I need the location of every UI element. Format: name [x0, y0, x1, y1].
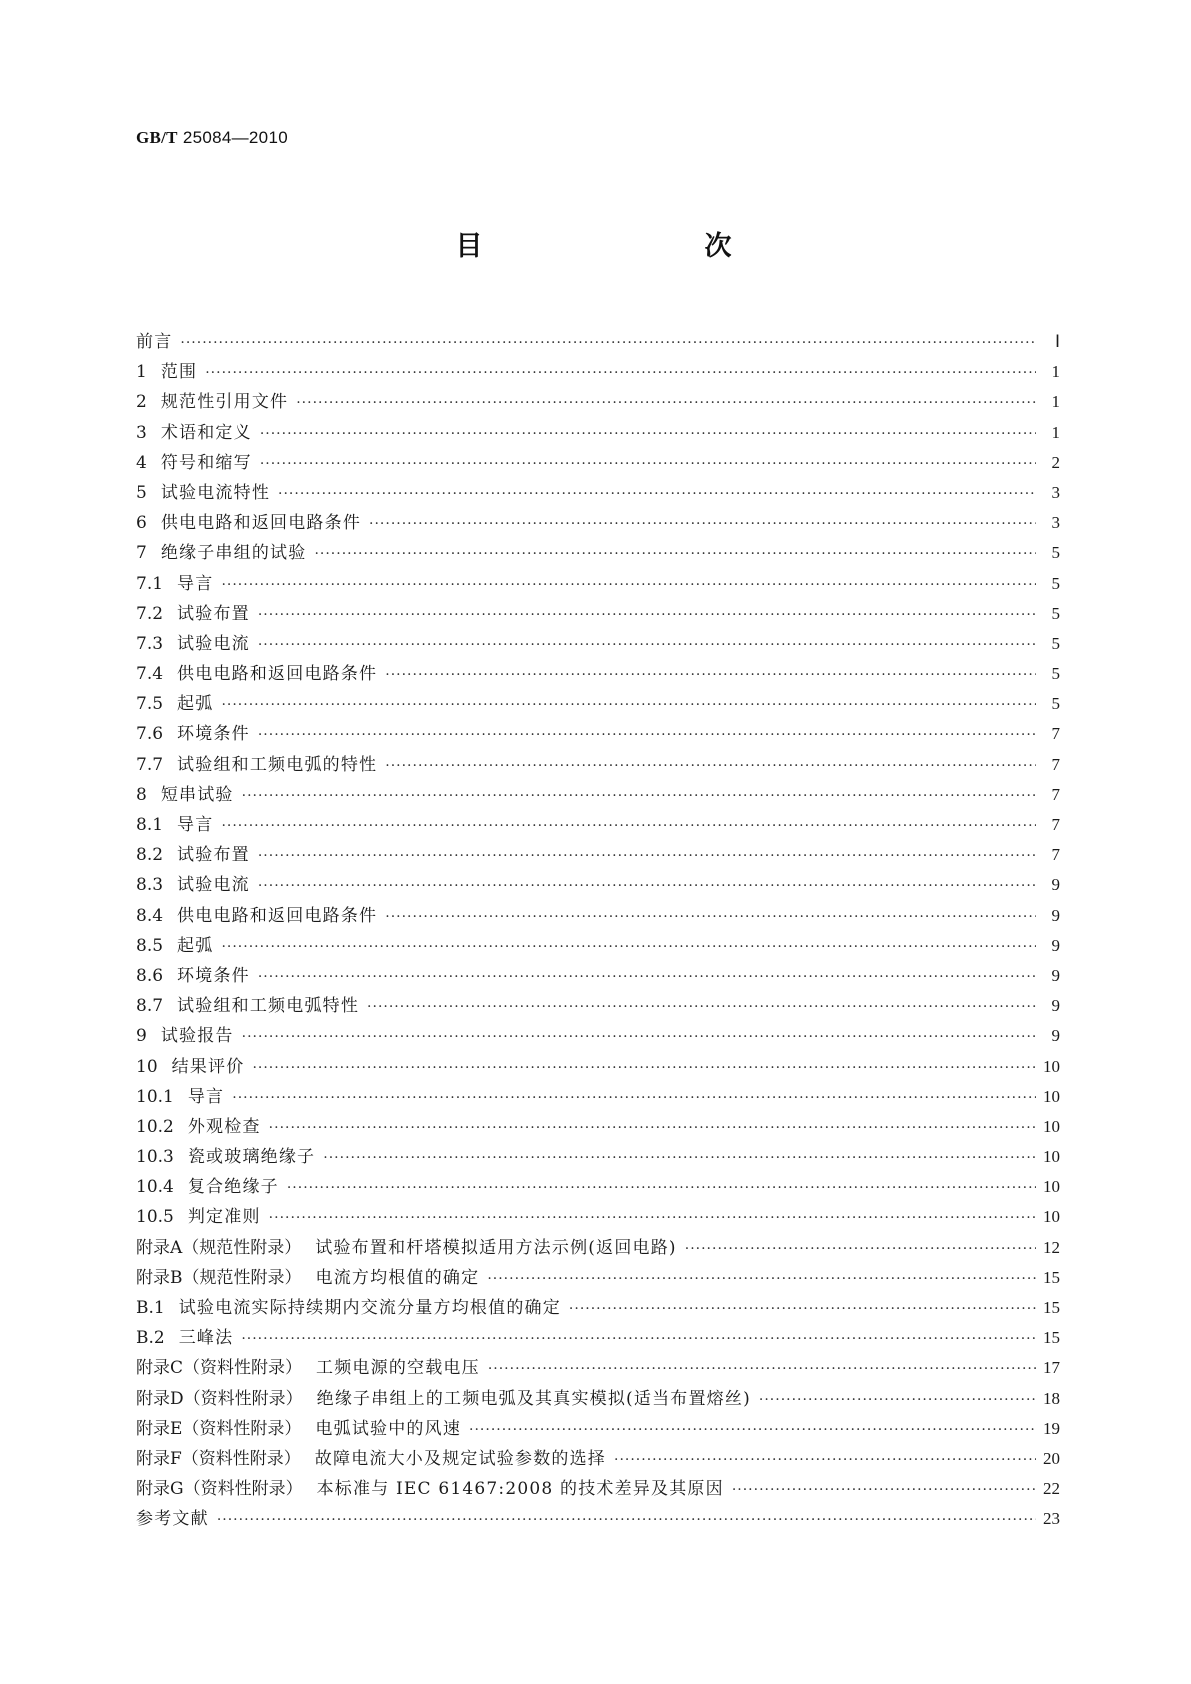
- toc-dot-leader: [323, 1143, 1036, 1173]
- toc-dot-leader: [269, 1203, 1036, 1233]
- toc-dot-leader: [221, 811, 1036, 841]
- toc-entry-label: [136, 1384, 751, 1414]
- toc-entry-page: 19: [1043, 1418, 1060, 1438]
- toc-entry-label: [136, 961, 250, 991]
- toc-entry-title: 符号和缩写: [160, 452, 252, 473]
- toc-dot-leader: [367, 992, 1036, 1022]
- toc-entry[interactable]: [136, 1142, 1060, 1172]
- toc-entry-title: 导言: [177, 815, 214, 835]
- toc-entry-title: 术语和定义: [160, 422, 252, 443]
- toc-entry-title: 试验电流: [177, 875, 250, 896]
- toc-entry[interactable]: [136, 327, 1060, 357]
- toc-entry[interactable]: [136, 387, 1060, 417]
- toc-entry-title: 瓷或玻璃绝缘子: [187, 1147, 316, 1168]
- toc-entry-number: B.2: [136, 1328, 165, 1349]
- toc-dot-leader: [205, 358, 1036, 388]
- toc-dot-leader: [385, 751, 1036, 781]
- toc-dot-leader: [221, 690, 1036, 720]
- toc-entry[interactable]: [136, 1384, 1060, 1414]
- toc-entry-label: [136, 870, 250, 900]
- toc-entry[interactable]: [136, 689, 1060, 719]
- toc-entry[interactable]: [136, 750, 1060, 780]
- toc-entry[interactable]: [136, 448, 1060, 478]
- toc-entry-label: [136, 1112, 261, 1142]
- toc-entry-page: 15: [1043, 1298, 1060, 1317]
- toc-entry-label: [136, 478, 270, 508]
- toc-entry-page: 10: [1043, 1207, 1060, 1227]
- toc-entry-title: 结果评价: [171, 1056, 245, 1077]
- toc-dot-leader: [258, 630, 1036, 660]
- toc-dot-leader: [385, 902, 1036, 932]
- toc-entry[interactable]: [136, 961, 1060, 991]
- toc-entry-number: 1: [136, 362, 147, 383]
- toc-entry-number: 8.1: [136, 815, 164, 835]
- toc-entry-title: 试验报告: [160, 1026, 234, 1047]
- toc-entry-page: 3: [1051, 513, 1060, 533]
- toc-entry-label: [136, 327, 172, 357]
- toc-entry-label: [136, 719, 250, 749]
- toc-entry[interactable]: [136, 1263, 1060, 1293]
- toc-entry-label: [136, 1444, 606, 1474]
- toc-entry-label: [136, 1414, 461, 1444]
- toc-entry-page: 1: [1051, 422, 1060, 442]
- toc-entry-page: 15: [1043, 1267, 1060, 1287]
- toc-dot-leader: [296, 388, 1036, 418]
- toc-dot-leader: [258, 720, 1036, 750]
- toc-entry-title: 绝缘子串组的试验: [160, 543, 307, 564]
- toc-entry-label: [136, 1323, 233, 1353]
- toc-entry[interactable]: [136, 840, 1060, 870]
- toc-entry-label: [136, 659, 377, 689]
- toc-entry[interactable]: [136, 569, 1060, 599]
- toc-entry-title: 试验布置: [177, 845, 250, 866]
- toc-entry-number: 8: [136, 784, 147, 805]
- toc-entry-title: 三峰法: [178, 1328, 234, 1349]
- toc-entry-number: 10: [136, 1056, 158, 1077]
- toc-entry-title: 短串试验: [160, 784, 234, 805]
- toc-entry-title: 试验电流实际持续期内交流分量方均根值的确定: [178, 1298, 561, 1318]
- toc-entry-page: 7: [1051, 784, 1060, 804]
- toc-entry-number: 8.7: [136, 996, 164, 1017]
- toc-entry-title: 绝缘子串组上的工频电弧及其真实模拟(适当布置熔丝): [316, 1388, 751, 1409]
- toc-entry[interactable]: [136, 1052, 1060, 1082]
- toc-entry-label: [136, 387, 288, 417]
- toc-entry-title: 试验组和工频电弧特性: [177, 996, 360, 1017]
- toc-dot-leader: [221, 932, 1036, 962]
- toc-entry-page: 10: [1043, 1116, 1060, 1136]
- toc-entry-page: 18: [1043, 1388, 1060, 1408]
- toc-dot-leader: [759, 1385, 1036, 1415]
- document-code: [136, 128, 288, 148]
- toc-entry-label: [136, 991, 359, 1021]
- toc-entry-label: [136, 1263, 479, 1293]
- toc-dot-leader: [287, 1173, 1036, 1203]
- toc-entry-page: 3: [1051, 482, 1060, 502]
- toc-entry-title: 环境条件: [177, 724, 250, 745]
- toc-entry-number: 10.2: [136, 1116, 174, 1137]
- toc-entry-title: 起弧: [177, 935, 214, 956]
- toc-entry-page: 9: [1051, 875, 1060, 895]
- toc-entry-number: 附录B（规范性附录）: [136, 1267, 302, 1288]
- toc-entry-number: 5: [136, 482, 147, 503]
- toc-entry-number: 4: [136, 452, 147, 473]
- toc-entry-label: [136, 689, 213, 719]
- toc-entry-number: 7.4: [136, 664, 164, 685]
- toc-dot-leader: [221, 570, 1036, 600]
- toc-entry-number: 3: [136, 422, 147, 443]
- toc-entry[interactable]: [136, 870, 1060, 900]
- toc-entry-title: 起弧: [177, 694, 214, 715]
- toc-dot-leader: [260, 419, 1036, 449]
- toc-entry-page: 5: [1051, 573, 1060, 593]
- toc-dot-leader: [258, 841, 1036, 871]
- toc-entry[interactable]: [136, 357, 1060, 387]
- toc-entry-title: 电流方均根值的确定: [315, 1267, 480, 1288]
- toc-entry-label: [136, 1293, 561, 1323]
- toc-entry-title: 故障电流大小及规定试验参数的选择: [314, 1448, 606, 1469]
- toc-entry-page: 5: [1051, 543, 1060, 563]
- toc-dot-leader: [260, 449, 1036, 479]
- toc-entry-page: 10: [1043, 1147, 1060, 1167]
- toc-entry-label: [136, 1142, 315, 1172]
- toc-entry[interactable]: [136, 1444, 1060, 1474]
- toc-entry[interactable]: [136, 719, 1060, 749]
- toc-dot-leader: [258, 962, 1036, 992]
- toc-entry-page: 15: [1043, 1328, 1060, 1348]
- toc-dot-leader: [488, 1354, 1036, 1384]
- toc-entry-label: [136, 629, 250, 659]
- toc-entry[interactable]: [136, 418, 1060, 448]
- doc-code-prefix: GB/T: [136, 128, 178, 147]
- toc-entry[interactable]: [136, 780, 1060, 810]
- toc-entry-title: 试验组和工频电弧的特性: [177, 754, 378, 775]
- toc-entry-number: 10.1: [136, 1086, 174, 1107]
- toc-entry-page: 12: [1043, 1237, 1060, 1257]
- toc-entry-label: [136, 1052, 244, 1082]
- toc-entry-number: B.1: [136, 1298, 165, 1318]
- toc-dot-leader: [217, 1505, 1036, 1535]
- toc-entry-label: [136, 357, 197, 387]
- doc-code-number: 25084—2010: [182, 128, 288, 147]
- toc-entry-title: 规范性引用文件: [160, 392, 289, 413]
- toc-entry-number: 附录F（资料性附录）: [136, 1448, 301, 1469]
- toc-entry-page: 22: [1043, 1479, 1060, 1499]
- toc-entry-number: 8.6: [136, 965, 164, 986]
- toc-dot-leader: [232, 1083, 1036, 1113]
- toc-dot-leader: [241, 1324, 1036, 1354]
- toc-entry-label: [136, 931, 213, 961]
- toc-entry-label: [136, 901, 377, 931]
- toc-entry-label: [136, 1202, 261, 1232]
- toc-entry-number: 6: [136, 513, 147, 534]
- toc-entry-page: 9: [1051, 935, 1060, 955]
- toc-entry-label: [136, 780, 234, 810]
- toc-entry-title: 导言: [187, 1086, 225, 1107]
- toc-entry-title: 电弧试验中的风速: [315, 1418, 462, 1439]
- toc-dot-leader: [269, 1113, 1036, 1143]
- toc-entry-page: 5: [1051, 664, 1060, 684]
- toc-entry-title: 本标准与 IEC 61467:2008 的技术差异及其原因: [316, 1479, 724, 1500]
- toc-entry-page: 1: [1051, 392, 1060, 412]
- toc-entry-title: 供电电路和返回电路条件: [177, 905, 378, 926]
- toc-entry-page: 10: [1043, 1086, 1060, 1106]
- toc-entry-page: 17: [1043, 1358, 1060, 1378]
- toc-entry-title: 外观检查: [187, 1116, 261, 1137]
- toc-entry-number: 8.3: [136, 875, 164, 896]
- table-of-contents: [136, 327, 1060, 1535]
- toc-entry-page: 1: [1051, 362, 1060, 382]
- toc-entry-number: 附录E（资料性附录）: [136, 1418, 302, 1439]
- toc-entry[interactable]: [136, 1172, 1060, 1202]
- toc-entry-label: [136, 1233, 677, 1263]
- toc-entry-label: [136, 1474, 724, 1504]
- toc-entry[interactable]: [136, 629, 1060, 659]
- toc-entry-title: 试验电流: [177, 633, 250, 654]
- toc-entry-page: 2: [1051, 452, 1060, 472]
- toc-entry[interactable]: [136, 1202, 1060, 1232]
- toc-entry-page: 7: [1051, 724, 1060, 744]
- toc-entry-number: 7: [136, 543, 147, 564]
- toc-entry-label: [136, 1021, 234, 1051]
- toc-entry-number: 7.3: [136, 633, 164, 654]
- toc-entry-label: [136, 569, 213, 599]
- toc-entry-number: 8.4: [136, 905, 164, 926]
- toc-entry[interactable]: [136, 810, 1060, 840]
- toc-entry-number: 10.3: [136, 1147, 174, 1168]
- toc-entry-page: 7: [1051, 845, 1060, 865]
- toc-dot-leader: [614, 1445, 1036, 1475]
- toc-dot-leader: [569, 1294, 1036, 1324]
- toc-entry-title: 供电电路和返回电路条件: [177, 664, 378, 685]
- toc-entry-page: 5: [1051, 603, 1060, 623]
- toc-entry-title: 复合绝缘子: [187, 1177, 279, 1198]
- toc-dot-leader: [278, 479, 1036, 509]
- toc-dot-leader: [242, 1022, 1036, 1052]
- toc-entry[interactable]: [136, 599, 1060, 629]
- toc-entry[interactable]: [136, 1323, 1060, 1353]
- toc-dot-leader: [487, 1264, 1036, 1294]
- toc-entry-number: 附录C（资料性附录）: [136, 1358, 303, 1379]
- toc-entry-number: 2: [136, 392, 147, 413]
- toc-entry-title: 判定准则: [187, 1207, 261, 1228]
- toc-dot-leader: [252, 1053, 1036, 1083]
- toc-entry-label: [136, 810, 213, 840]
- toc-dot-leader: [258, 871, 1036, 901]
- toc-entry[interactable]: [136, 659, 1060, 689]
- toc-entry-page: Ⅰ: [1054, 332, 1060, 351]
- toc-entry-page: 10: [1043, 1056, 1060, 1076]
- toc-entry-title: 供电电路和返回电路条件: [160, 513, 362, 534]
- toc-entry-page: 9: [1051, 996, 1060, 1016]
- toc-entry[interactable]: [136, 478, 1060, 508]
- toc-entry-title: 试验布置: [177, 603, 250, 624]
- toc-entry-label: [136, 750, 377, 780]
- toc-entry-number: 7.7: [136, 754, 164, 775]
- toc-entry[interactable]: [136, 1353, 1060, 1383]
- toc-entry[interactable]: [136, 991, 1060, 1021]
- toc-dot-leader: [242, 781, 1036, 811]
- toc-entry-title: 试验电流特性: [160, 482, 271, 503]
- toc-entry-title: 导言: [177, 573, 214, 594]
- toc-entry[interactable]: [136, 901, 1060, 931]
- toc-entry-label: [136, 1082, 224, 1112]
- toc-entry-title: 参考文献: [136, 1509, 209, 1530]
- toc-entry-page: 9: [1051, 1026, 1060, 1046]
- toc-entry-label: [136, 1172, 279, 1202]
- toc-entry-number: 8.2: [136, 845, 164, 866]
- toc-dot-leader: [258, 600, 1036, 630]
- toc-entry-page: 20: [1043, 1448, 1060, 1468]
- toc-entry-title: 前言: [136, 332, 173, 352]
- toc-entry-number: 附录A（规范性附录）: [136, 1237, 302, 1258]
- toc-entry-title: 范围: [160, 362, 198, 383]
- toc-entry[interactable]: [136, 1293, 1060, 1323]
- toc-entry-page: 7: [1051, 815, 1060, 834]
- toc-entry-number: 7.1: [136, 573, 164, 594]
- toc-entry-page: 23: [1043, 1509, 1060, 1529]
- toc-entry-number: 9: [136, 1026, 147, 1047]
- toc-entry-label: [136, 1353, 480, 1383]
- page-title: 目 次: [455, 231, 788, 262]
- toc-entry-number: 7.6: [136, 724, 164, 745]
- toc-entry[interactable]: [136, 931, 1060, 961]
- toc-dot-leader: [385, 660, 1036, 690]
- toc-entry-title: 试验布置和杆塔模拟适用方法示例(返回电路): [315, 1237, 677, 1258]
- toc-dot-leader: [314, 539, 1036, 569]
- toc-entry-label: [136, 418, 252, 448]
- toc-entry-label: [136, 448, 252, 478]
- toc-entry[interactable]: [136, 1474, 1060, 1504]
- toc-entry-label: [136, 508, 361, 538]
- toc-dot-leader: [732, 1475, 1036, 1505]
- toc-dot-leader: [469, 1415, 1036, 1445]
- toc-entry-title: 工频电源的空载电压: [316, 1358, 480, 1379]
- toc-entry-page: 5: [1051, 633, 1060, 653]
- toc-entry[interactable]: [136, 1082, 1060, 1112]
- toc-entry-number: 附录D（资料性附录）: [136, 1388, 303, 1409]
- toc-entry-number: 7.2: [136, 603, 164, 624]
- toc-entry-label: [136, 538, 306, 568]
- toc-entry-page: 10: [1043, 1177, 1060, 1197]
- toc-dot-leader: [180, 328, 1036, 358]
- toc-entry[interactable]: [136, 538, 1060, 568]
- toc-entry-page: 5: [1051, 694, 1060, 714]
- toc-entry-number: 附录G（资料性附录）: [136, 1479, 303, 1500]
- toc-entry-title: 环境条件: [177, 965, 250, 986]
- toc-entry-number: 8.5: [136, 935, 164, 956]
- toc-entry[interactable]: [136, 1112, 1060, 1142]
- toc-dot-leader: [685, 1234, 1036, 1264]
- toc-entry-label: [136, 599, 250, 629]
- toc-entry-number: 10.4: [136, 1177, 174, 1198]
- toc-entry-page: 7: [1051, 754, 1060, 774]
- toc-entry[interactable]: [136, 1414, 1060, 1444]
- toc-entry[interactable]: [136, 1504, 1060, 1534]
- toc-entry-page: 9: [1051, 905, 1060, 925]
- toc-entry-page: 9: [1051, 965, 1060, 985]
- toc-entry-number: 10.5: [136, 1207, 174, 1228]
- toc-entry[interactable]: [136, 1233, 1060, 1263]
- toc-entry-label: [136, 840, 250, 870]
- toc-entry-number: 7.5: [136, 694, 164, 715]
- toc-entry-label: [136, 1504, 209, 1534]
- toc-dot-leader: [369, 509, 1036, 539]
- toc-entry[interactable]: [136, 1021, 1060, 1051]
- toc-entry[interactable]: [136, 508, 1060, 538]
